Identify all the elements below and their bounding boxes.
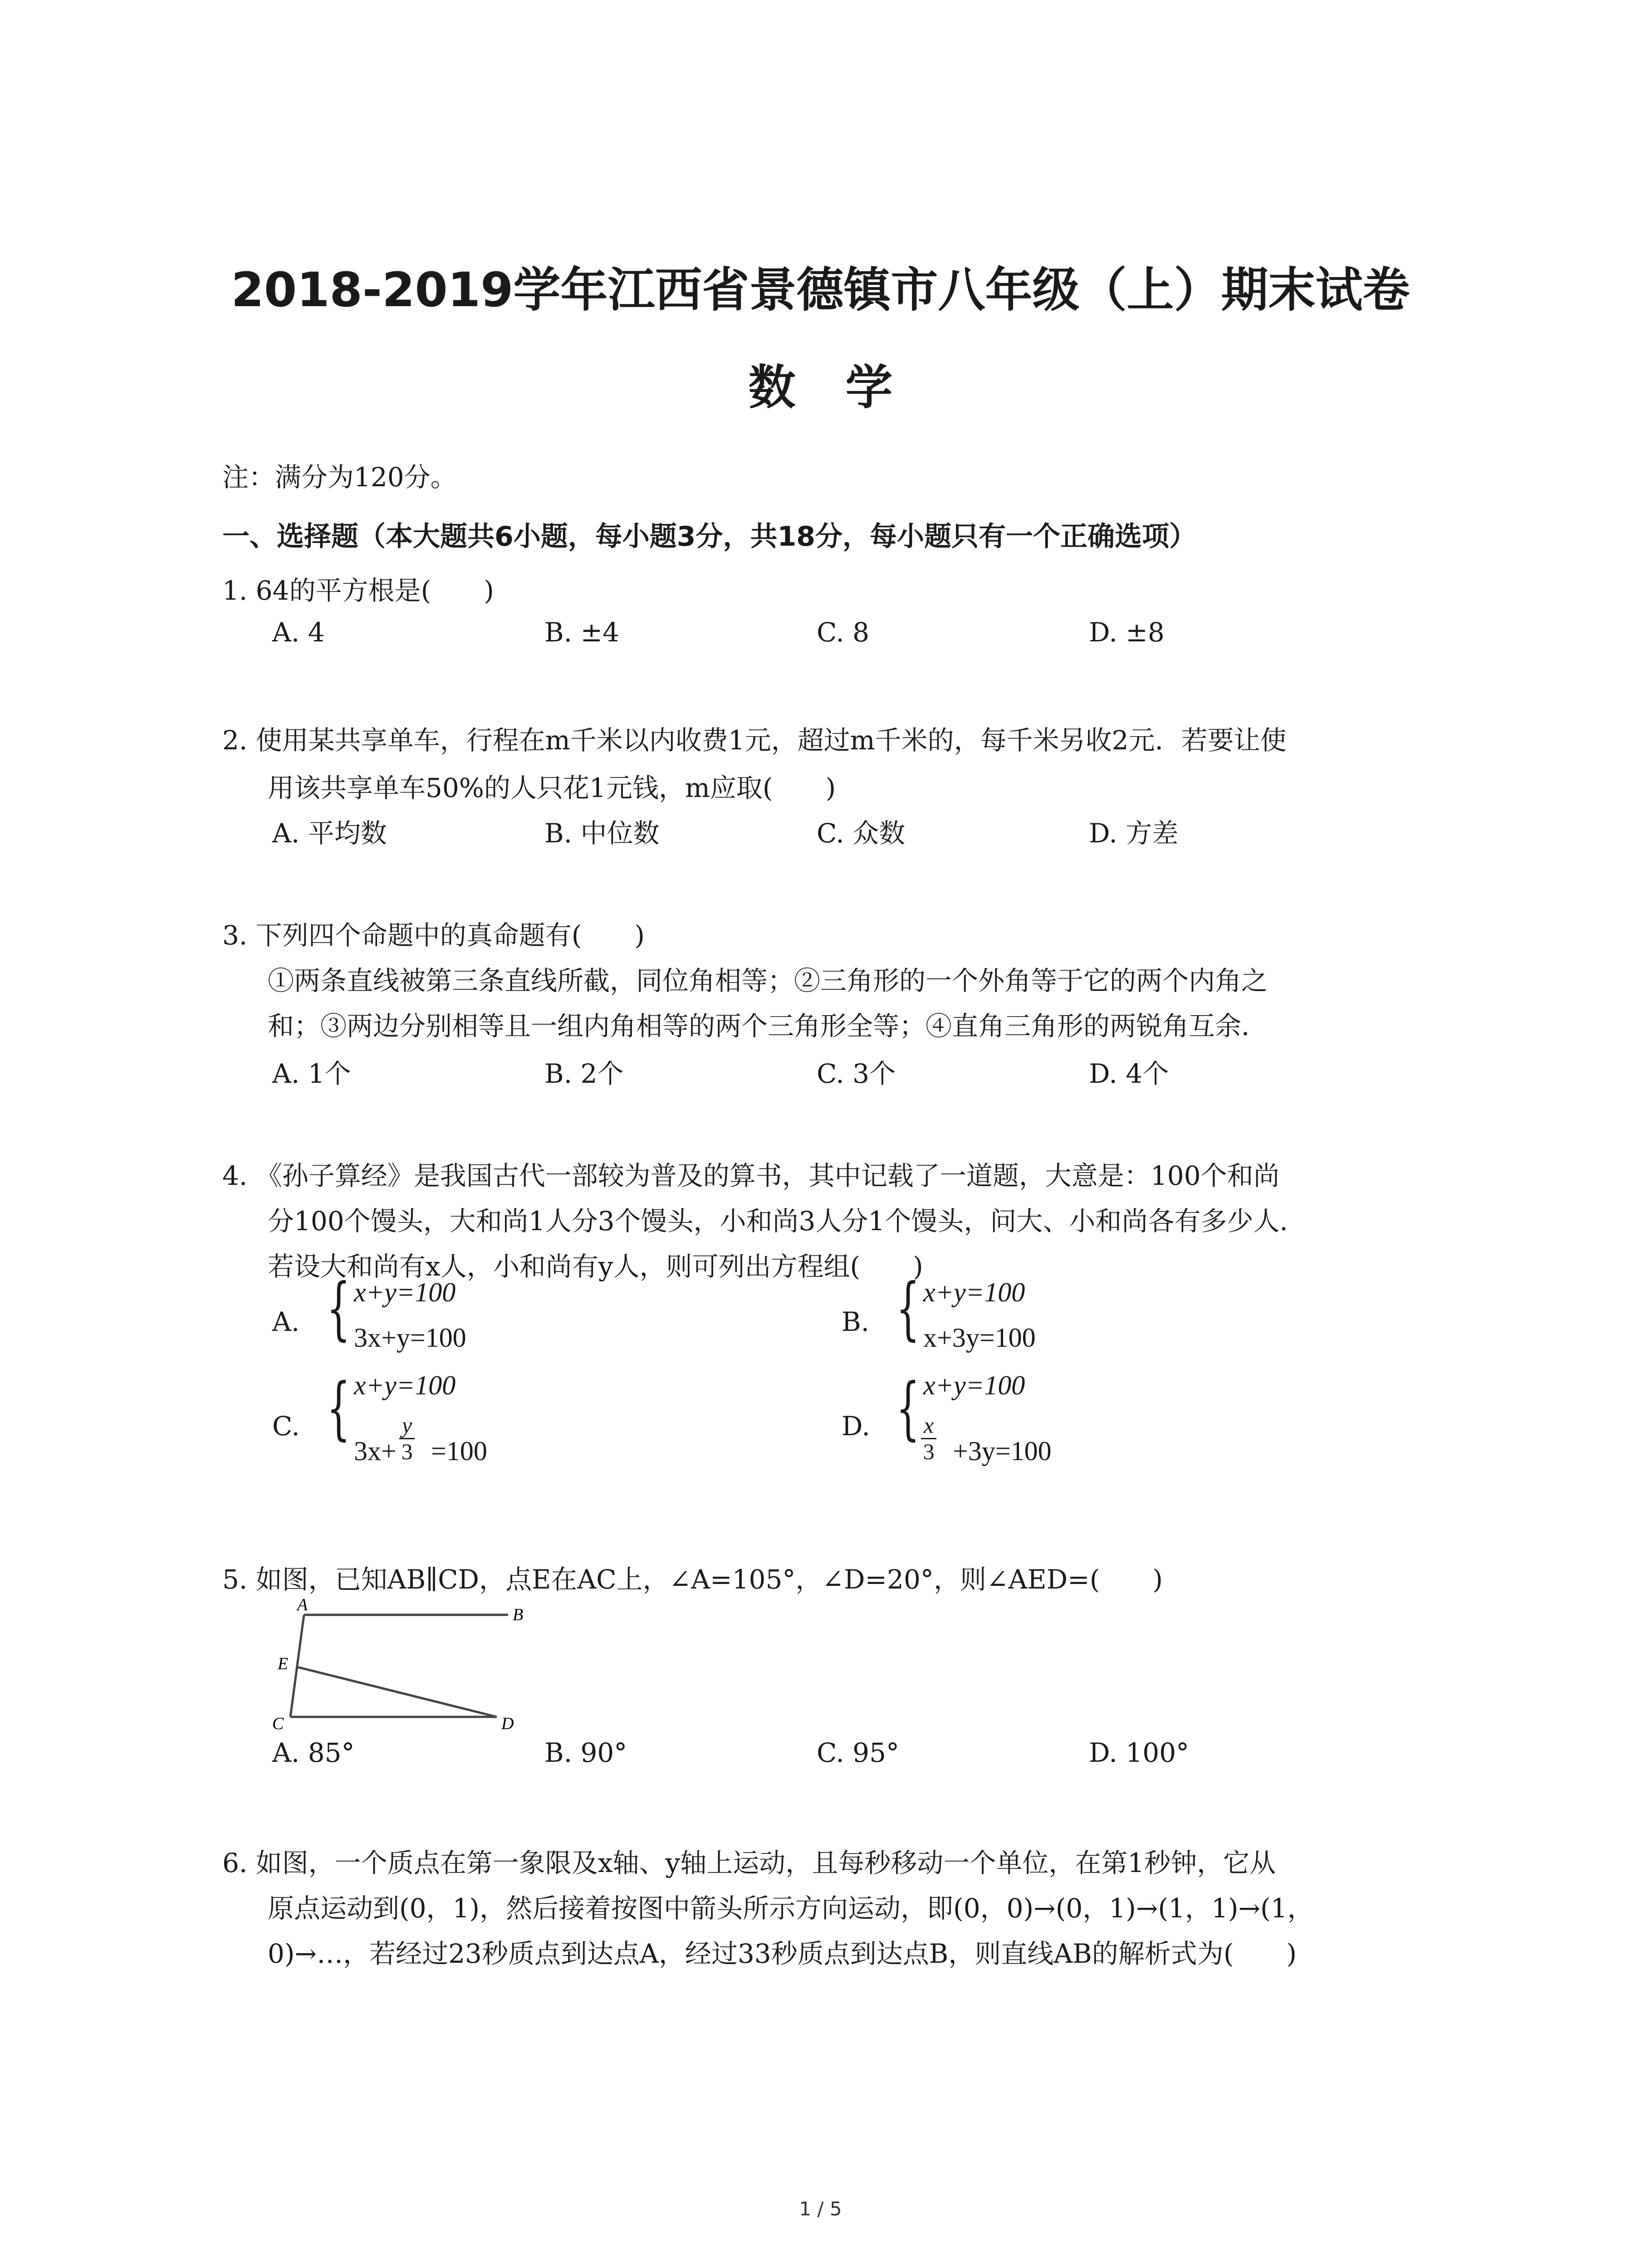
score-note: 注：满分为120分。 bbox=[222, 462, 457, 493]
q4-option-a-eq1: x+y=100 bbox=[354, 1277, 456, 1307]
q2-option-c: C. 众数 bbox=[817, 818, 906, 849]
q4-option-d-eq1: x+y=100 bbox=[923, 1370, 1025, 1400]
point-d-label: D bbox=[501, 1714, 514, 1733]
q4-option-c-eq1: x+y=100 bbox=[354, 1370, 456, 1400]
q4-stem-line1: 4. 《孙子算经》是我国古代一部较为普及的算书，其中记载了一道题，大意是：100个和尚 bbox=[222, 1160, 1280, 1191]
q4-option-a-brace: { bbox=[327, 1269, 351, 1348]
q2-option-d: D. 方差 bbox=[1089, 818, 1179, 849]
q6-stem-line2: 原点运动到(0，1)，然后接着按图中箭头所示方向运动，即(0，0)→(0，1)→(1，1)→(1， bbox=[268, 1893, 1314, 1924]
q4-option-c-eq2-b: =100 bbox=[431, 1436, 487, 1466]
point-a-label: A bbox=[297, 1597, 308, 1614]
q3-option-b: B. 2个 bbox=[544, 1058, 624, 1089]
q4-stem-line3: 若设大和尚有x人，小和尚有y人，则可列出方程组( ) bbox=[268, 1251, 923, 1282]
q3-stem-line3: 和；③两边分别相等且一组内角相等的两个三角形全等；④直角三角形的两锐角互余． bbox=[268, 1011, 1268, 1041]
q3-stem-line2: ①两条直线被第三条直线所截，同位角相等；②三角形的一个外角等于它的两个内角之 bbox=[268, 965, 1268, 996]
q6-stem-line1: 6. 如图，一个质点在第一象限及x轴、y轴上运动，且每秒移动一个单位，在第1秒钟，它从 bbox=[222, 1848, 1276, 1878]
q2-stem-line1: 2. 使用某共享单车，行程在m千米以内收费1元，超过m千米的，每千米另收2元．若要让使 bbox=[222, 725, 1287, 756]
q3-option-c: C. 3个 bbox=[817, 1058, 896, 1089]
q1-option-d: D. ±8 bbox=[1089, 617, 1165, 648]
q4-option-b-eq1: x+y=100 bbox=[923, 1277, 1025, 1307]
subject-title: 数学 bbox=[748, 360, 943, 415]
q3-option-a: A. 1个 bbox=[272, 1058, 351, 1089]
point-e-label: E bbox=[278, 1654, 289, 1673]
q4-option-b-brace: { bbox=[896, 1269, 920, 1348]
q4-option-c-brace: { bbox=[327, 1369, 351, 1448]
section-heading: 一、选择题（本大题共6小题，每小题3分，共18分，每小题只有一个正确选项） bbox=[222, 521, 1196, 552]
q6-stem-line3: 0)→…，若经过23秒质点到达点A，经过33秒质点到达点B，则直线AB的解析式为( ) bbox=[268, 1938, 1297, 1969]
q3-stem-line1: 3. 下列四个命题中的真命题有( ) bbox=[222, 920, 645, 951]
q5-option-c: C. 95° bbox=[817, 1737, 899, 1768]
q4-option-d-eq2-b: +3y=100 bbox=[953, 1436, 1052, 1466]
q4-stem-line2: 分100个馒头，大和尚1人分3个馒头，小和尚3人分1个馒头，问大、小和尚各有多少人． bbox=[268, 1206, 1306, 1237]
q4-option-c-numerator: y bbox=[399, 1413, 415, 1439]
point-c-label: C bbox=[272, 1714, 284, 1733]
q4-option-d-fraction bbox=[921, 1413, 936, 1464]
q4-option-c-denominator: 3 bbox=[401, 1439, 413, 1464]
page-number: 1 / 5 bbox=[799, 2198, 842, 2220]
q1-option-c: C. 8 bbox=[817, 617, 870, 648]
q5-option-a: A. 85° bbox=[272, 1737, 355, 1768]
q5-option-b: B. 90° bbox=[544, 1737, 627, 1768]
q5-stem: 5. 如图，已知AB∥CD，点E在AC上，∠A=105°，∠D=20°，则∠AED=( ) bbox=[222, 1564, 1163, 1595]
point-b-label: B bbox=[513, 1605, 524, 1624]
q4-option-d-denominator: 3 bbox=[923, 1439, 935, 1464]
q4-option-a-label: A. bbox=[272, 1306, 300, 1337]
q5-geometry-figure bbox=[245, 1597, 535, 1733]
q4-option-a-eq2: 3x+y=100 bbox=[354, 1323, 466, 1353]
segment-ed bbox=[297, 1667, 497, 1717]
q4-option-c-label: C. bbox=[272, 1411, 300, 1442]
q4-option-d-brace: { bbox=[896, 1369, 920, 1448]
q4-option-b-eq2: x+3y=100 bbox=[923, 1323, 1036, 1353]
q2-option-b: B. 中位数 bbox=[544, 818, 660, 849]
q4-option-b-label: B. bbox=[842, 1306, 870, 1337]
q1-option-a: A. 4 bbox=[272, 617, 325, 648]
q2-option-a: A. 平均数 bbox=[272, 818, 387, 849]
segment-ac bbox=[290, 1615, 304, 1717]
q2-stem-line2: 用该共享单车50%的人只花1元钱，m应取( ) bbox=[268, 772, 836, 803]
q1-option-b: B. ±4 bbox=[544, 617, 619, 648]
q4-option-d-label: D. bbox=[842, 1411, 870, 1442]
q4-option-d-numerator: x bbox=[921, 1413, 936, 1439]
q3-option-d: D. 4个 bbox=[1089, 1058, 1169, 1089]
q5-option-d: D. 100° bbox=[1089, 1737, 1190, 1768]
page-title: 2018-2019学年江西省景德镇市八年级（上）期末试卷 bbox=[231, 262, 1410, 318]
q4-option-c-eq2-a: 3x+ bbox=[354, 1436, 397, 1466]
q1-stem: 1. 64的平方根是( ) bbox=[222, 575, 494, 606]
q4-option-c-fraction bbox=[399, 1413, 415, 1464]
